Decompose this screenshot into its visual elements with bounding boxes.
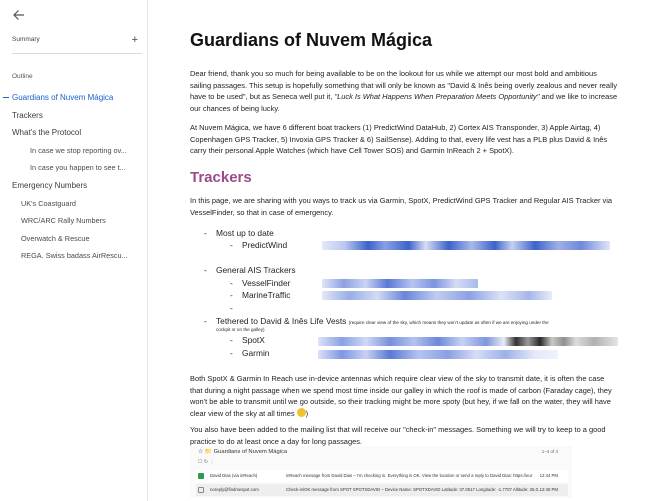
outline-item-label: Guardians of Nuvem Mágica: [12, 93, 114, 102]
intro-text-end: and we like to increase our chances of being lucky.: [190, 92, 618, 114]
spotx-link-blurred[interactable]: [318, 337, 618, 346]
outline-item-wrc-arc[interactable]: [0, 212, 147, 230]
tethered-note-wrap: cockpit or on the galley): [216, 327, 265, 332]
list-spotx: SpotX: [242, 335, 265, 345]
bullet-dash: -: [230, 348, 233, 358]
bullet-dash: -: [230, 335, 233, 345]
smile-emoji-icon: [297, 408, 306, 417]
email-subject: Check-in/OK message from SPOT SPOTXDAVID – Device Name: SPOTXDAVID Latitude: 37.0617 Longitude: -1.7707 Altitude: 25.0...: [286, 487, 542, 492]
email-time: 12:40 PM: [539, 487, 558, 492]
outline-item-happen-to-see[interactable]: [0, 159, 147, 177]
intro-text: Dear friend, thank you so much for being available to be on the lookout for us while we attempt our most bold and ambitious sailing passages. This setup is hopefully something that will only be known as "David & Inês being overly zealous and never really have to be used", but as Seneca well put it,: [190, 69, 618, 102]
outline-item-emergency-numbers[interactable]: [0, 177, 147, 195]
list-garmin: Garmin: [242, 348, 270, 358]
summary-label: Summary: [12, 36, 40, 43]
outline-item-label: Emergency Numbers: [12, 180, 88, 190]
trackers-heading: Trackers: [190, 169, 252, 186]
add-summary-icon[interactable]: +: [131, 34, 138, 46]
outline-item-label: Overwatch & Rescue: [21, 233, 90, 243]
email-row: [196, 484, 568, 496]
mailing-list-paragraph: You also have been added to the mailing list that will receive our "check-in" messages. Something we will try to keep to a good practice to do at least once a day for long passages.: [190, 425, 606, 446]
seneca-quote: "Luck Is What Happens When Preparation Meets Opportunity": [334, 92, 540, 102]
email-from: David Dias (via inReach): [210, 473, 258, 478]
trackers-overview-paragraph: At Nuvem Mágica, we have 6 different boat trackers (1) PredictWind DataHub, 2) Cortex AIS Transponder, 3) Apple Airtag, 4) Copenhagen GPS Tracker, 5) Invoxia GPS Tracker & 6) SailSense). Adding to that, every life vest has a PLB plus David & Inês carry their personal Apple Watches (which have Cell Tower SOS) and Garmin InReach 2 + SpotX).: [190, 123, 608, 156]
tethered-label: Tethered to David & Inês Life Vests: [216, 316, 347, 326]
predictwind-link-blurred[interactable]: [322, 241, 610, 250]
bullet-dash: -: [204, 265, 207, 275]
antenna-paragraph: Both SpotX & Garmin In Reach use in-device antennas which require clear view of the sky to transmit date, it is often the case that during a night passage when we spend most time inside our galley in which the roof is made of carbon (Faraday cage), they won't be able to transmit until we go outside, so their tracking might be more spoty (but hey, if we fall on the water, they will have clear view of the sky at all times ): [190, 374, 612, 419]
bullet-dash: -: [230, 303, 233, 313]
document-title: Guardians of Nuvem Mágica: [190, 30, 433, 50]
bullet-dash: -: [230, 278, 233, 288]
outline-item-trackers[interactable]: [0, 107, 147, 125]
list-tethered: [216, 316, 549, 328]
inbox-pagination: 1–4 of 4: [541, 449, 558, 454]
outline-item-stop-reporting[interactable]: [0, 142, 147, 160]
checkbox-icon: [198, 487, 204, 493]
email-row: [196, 470, 568, 482]
list-predictwind: PredictWind: [242, 240, 288, 250]
list-most-up-to-date: Most up to date: [216, 228, 274, 238]
outline-item-label: WRC/ARC Rally Numbers: [21, 216, 106, 226]
outline-item-label: Trackers: [12, 110, 43, 120]
outline-item-label: In case you happen to see t...: [30, 163, 126, 173]
inbox-label-title: ☆ 📁 Guardians of Nuvem Mágica: [198, 449, 288, 455]
bullet-dash: -: [230, 290, 233, 300]
list-marinetraffic: MarineTraffic: [242, 290, 291, 300]
garmin-link-blurred[interactable]: [318, 350, 558, 359]
outline-item-label: UK's Coastguard: [21, 198, 76, 208]
outline-item-rega[interactable]: [0, 247, 147, 265]
outline-item-label: In case we stop reporting ov...: [30, 145, 127, 155]
outline-item-label: What's the Protocol: [12, 128, 82, 138]
bullet-dash: -: [204, 228, 207, 238]
outline-label: Outline: [12, 73, 33, 80]
tethered-note: (require clear view of the sky, which means they won't update as often if we are enjoying under the: [348, 320, 549, 325]
list-general-ais: General AIS Trackers: [216, 265, 296, 275]
bullet-dash: -: [204, 316, 207, 326]
vesselfinder-link-blurred[interactable]: [322, 279, 478, 288]
bullet-dash: -: [230, 240, 233, 250]
summary-row: [12, 34, 140, 48]
email-time: 12:44 PM: [539, 473, 558, 478]
intro-paragraph: [190, 68, 618, 115]
inbox-screenshot: [190, 446, 572, 498]
outline-item-title[interactable]: [0, 89, 147, 107]
outline-item-uk-coastguard[interactable]: [0, 195, 147, 213]
outline-sidebar: [0, 0, 148, 501]
outline-item-label: REGA. Swiss badass AirRescu...: [21, 251, 128, 261]
antenna-text: Both SpotX & Garmin In Reach use in-device antennas which require clear view of the sky to transmit date, it is often the case that during a night passage when we spend most time inside our galley in which the roof is made of carbon (Faraday cage), they won't be able to transmit until we go outside, so their tracking might be more spoty (but hey, if we fall on the water, they will have clear view of the sky at all times: [190, 374, 612, 419]
email-subject: inReach message from David Dias – I'm checking in. Everything is OK. View the location or send a reply to David Dias: https://eur: [286, 473, 533, 478]
marinetraffic-link-blurred[interactable]: [322, 291, 552, 300]
divider: [12, 53, 142, 54]
trackers-intro-paragraph: In this page, we are sharing with you ways to track us via Garmin, SpotX, PredictWind GPS Tracker and Regular AIS Tracker via VesselFinder, so that in case of emergency.: [190, 196, 613, 217]
inbox-toolbar: ☐ ↻ ⋮: [198, 459, 215, 465]
active-marker: [3, 97, 9, 98]
list-vesselfinder: VesselFinder: [242, 278, 291, 288]
inreach-sender-icon: [198, 473, 204, 479]
outline-item-overwatch[interactable]: [0, 230, 147, 248]
email-from: noreply@findmespot.com: [210, 487, 259, 492]
outline-list: [0, 89, 147, 265]
back-arrow-icon[interactable]: [10, 6, 28, 24]
outline-item-protocol[interactable]: [0, 124, 147, 142]
